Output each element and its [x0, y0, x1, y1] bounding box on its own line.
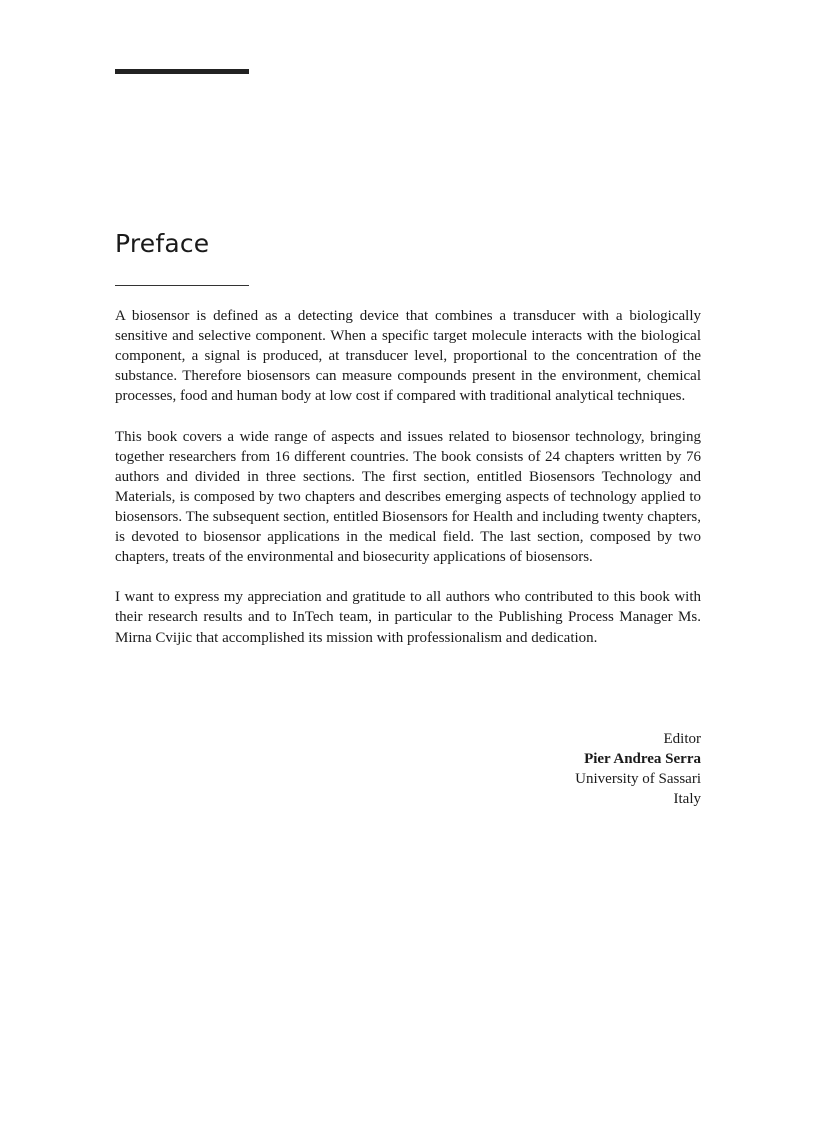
- signature-name: Pier Andrea Serra: [584, 751, 701, 768]
- top-decorative-rule: [115, 69, 249, 74]
- signature-block: [400, 729, 701, 809]
- preface-body: [115, 306, 701, 668]
- paragraph-book-overview: This book covers a wide range of aspects and issues related to biosensor technology, bringing together researchers from 16 different countries. The book consists of 24 chapters written by 76 authors and divided in three sections. The first section, entitled Biosensors Technology and Materials, is composed by two chapters and describes emerging aspects of technology applied to biosensors. The subsequent section, entitled Biosensors for Health and including twenty chapters, is devoted to biosensor applications in the medical field. The last section, composed by two chapters, treats of the environmental and biosecurity applications of biosensors.: [115, 428, 701, 566]
- signature-institution: University of Sassari: [575, 771, 701, 788]
- paragraph-definition: A biosensor is defined as a detecting device that combines a transducer with a biologically sensitive and selective component. When a specific target molecule interacts with the biological component, a signal is produced, at transducer level, proportional to the concentration of the substance. Therefore biosensors can measure compounds present in the environment, chemical processes, food and human body at low cost if compared with traditional analytical techniques.: [115, 308, 701, 405]
- signature-role: Editor: [663, 731, 701, 747]
- signature-country: Italy: [673, 791, 701, 808]
- page-title: Preface: [115, 229, 210, 258]
- title-underline-rule: [115, 285, 249, 286]
- paragraph-acknowledgements: I want to express my appreciation and gratitude to all authors who contributed to this book with their research results and to InTech team, in particular to the Publishing Process Manager Ms. Mirna Cvijic that accomplished its mission with professionalism and dedication.: [115, 589, 701, 646]
